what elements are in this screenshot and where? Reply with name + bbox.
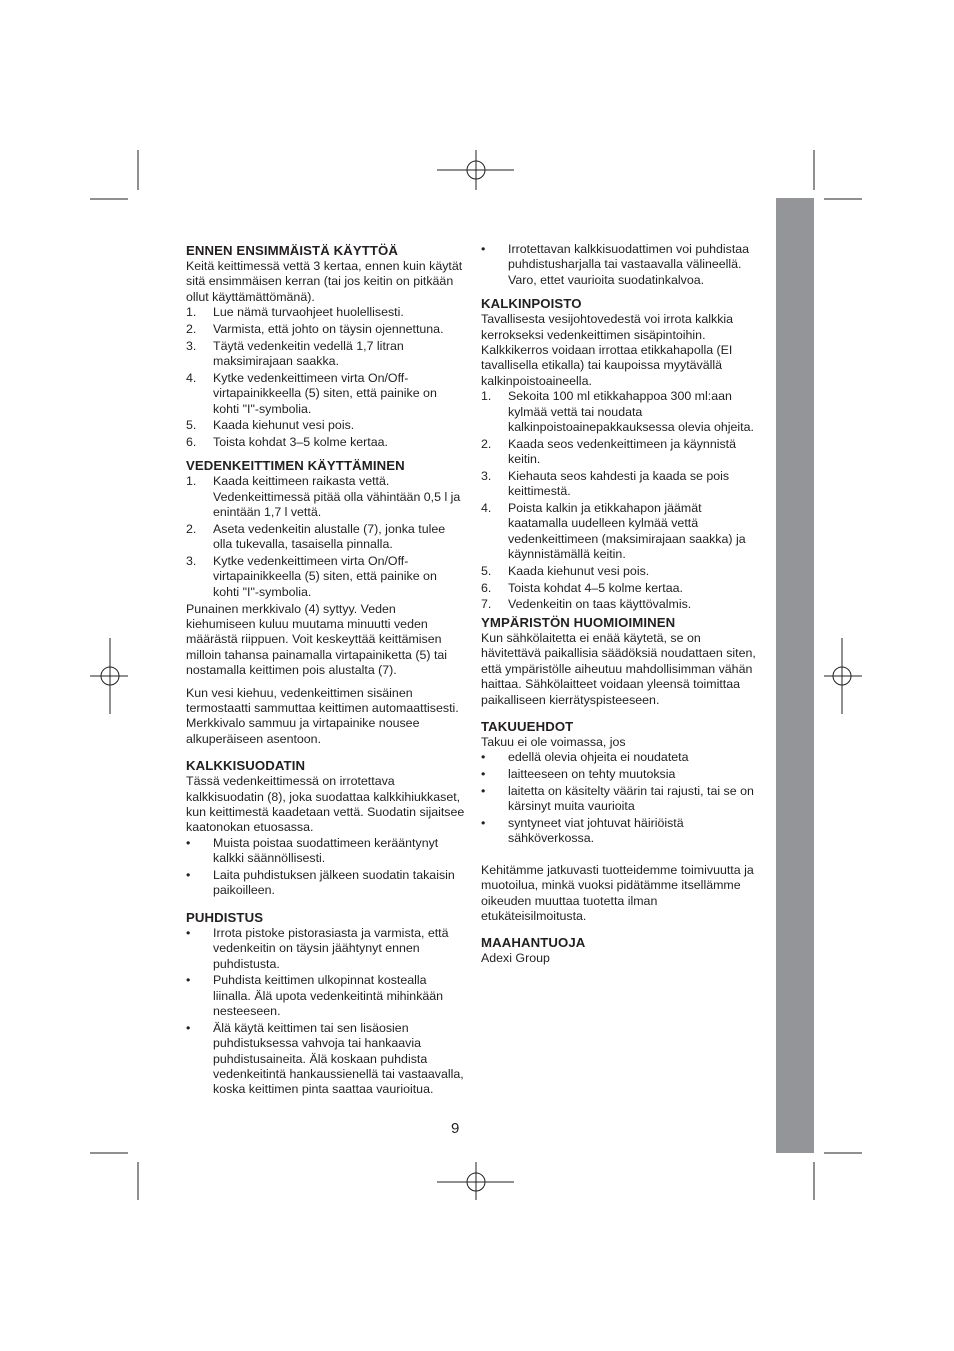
item-number: 2. bbox=[186, 321, 197, 336]
list-item bbox=[481, 784, 763, 815]
list-item bbox=[186, 973, 466, 1019]
list-item bbox=[481, 564, 763, 579]
item-text: Kiehauta seos kahdesti ja kaada se pois keittimestä. bbox=[508, 468, 730, 499]
bullet: • bbox=[481, 767, 486, 782]
item-text: edellä olevia ohjeita ei noudateta bbox=[508, 750, 689, 765]
list-item bbox=[481, 242, 763, 288]
item-number: 4. bbox=[481, 500, 492, 515]
bullet: • bbox=[481, 815, 486, 830]
item-text: Poista kalkin ja etikkahapon jäämät kaatamalla uudelleen kylmää vettä vedenkeittimeen (maksimirajaan saakka) ja käynnistämällä keitin. bbox=[508, 500, 746, 562]
list-item bbox=[186, 836, 466, 867]
heading-cleaning: PUHDISTUS bbox=[186, 909, 264, 925]
item-text: Kaada seos vedenkeittimeen ja käynnistä keitin. bbox=[508, 436, 736, 467]
page-number: 9 bbox=[451, 1120, 460, 1137]
item-text: Täytä vedenkeitin vedellä 1,7 litran maksimirajaan saakka. bbox=[213, 338, 404, 369]
item-text: Irrotettavan kalkkisuodattimen voi puhdistaa puhdistusharjalla tai vastaavalla välineellä. Varo, ettet vaurioita suodatinkalvoa. bbox=[508, 242, 750, 287]
list-item bbox=[186, 322, 466, 337]
left-column bbox=[186, 242, 466, 1099]
bullet: • bbox=[186, 1020, 191, 1035]
item-number: 3. bbox=[186, 553, 197, 568]
bullet: • bbox=[186, 867, 191, 882]
item-number: 5. bbox=[481, 563, 492, 578]
list-item bbox=[481, 389, 763, 435]
paragraph: Adexi Group bbox=[481, 951, 550, 966]
heading-warranty: TAKUUEHDOT bbox=[481, 719, 574, 735]
item-text: Kaada kiehunut vesi pois. bbox=[508, 563, 650, 578]
item-text: Kytke vedenkeittimeen virta On/Off-virtapainikkeella (5) siten, että painike on kohti "I"-symbolia. bbox=[213, 553, 437, 599]
heading-before-first-use: ENNEN ENSIMMÄISTÄ KÄYTTÖÄ bbox=[186, 243, 399, 258]
paragraph: Kehitämme jatkuvasti tuotteidemme toimivuutta ja muotoilua, minkä vuoksi pidätämme itsellämme oikeuden muuttaa tuotetta ilman etukäteisilmoitusta. bbox=[481, 862, 754, 923]
list-item bbox=[186, 339, 466, 370]
paragraph: Kun vesi kiehuu, vedenkeittimen sisäinen termostaatti sammuttaa keittimen automaattisesti. Merkkivalo sammuu ja virtapainike nousee alkuperäiseen asentoon. bbox=[186, 685, 459, 746]
item-text: Toista kohdat 4–5 kolme kertaa. bbox=[508, 580, 683, 595]
item-number: 1. bbox=[186, 474, 197, 489]
paragraph: Tavallisesta vesijohtovedestä voi irrota kalkkia kerrokseksi vedenkeittimen sisäpintoihin. Kalkkikerros voidaan irrottaa etikkahapolla (EI tavallisella etikalla) tai kaupoissa myytävällä kalkinpoistoaineella. bbox=[481, 312, 734, 388]
list-item bbox=[186, 305, 466, 320]
item-text: Muista poistaa suodattimeen kerääntynyt kalkki säännöllisesti. bbox=[213, 835, 439, 866]
item-number: 6. bbox=[481, 580, 492, 595]
bullet: • bbox=[481, 783, 486, 798]
item-text: laitetta on käsitelty väärin tai rajusti, tai se on kärsinyt muita vaurioita bbox=[508, 783, 754, 814]
list-item bbox=[481, 437, 763, 468]
list-item bbox=[186, 435, 466, 450]
paragraph: Takuu ei ole voimassa, jos bbox=[481, 735, 626, 750]
item-number: 3. bbox=[481, 468, 492, 483]
item-text: Laita puhdistuksen jälkeen suodatin takaisin paikoilleen. bbox=[213, 867, 455, 898]
item-number: 1. bbox=[481, 389, 492, 404]
list-item bbox=[186, 868, 466, 899]
item-number: 5. bbox=[186, 418, 197, 433]
paragraph: Keitä keittimessä vettä 3 kertaa, ennen kuin käytät sitä ensimmäisen kerran (tai jos keitin on pitkään ollut käyttämättömänä). bbox=[186, 259, 463, 304]
item-text: laitteeseen on tehty muutoksia bbox=[508, 767, 676, 782]
list bbox=[186, 836, 466, 899]
paragraph: Punainen merkkivalo (4) syttyy. Veden kiehumiseen kuluu muutama minuutti veden määrästä riippuen. Voit keskeyttää keittämisen milloin tahansa painamalla virtapainiketta (5) tai nostamalla keittimen pois alustalta (7). bbox=[186, 601, 448, 678]
bullet: • bbox=[186, 925, 191, 940]
paragraph: Tässä vedenkeittimessä on irrotettava kalkkisuodatin (8), joka suodattaa kalkkihiukkaset, kun keittimestä kaadetaan vettä. Suodatin sijaitsee kaatonokan etuosassa. bbox=[186, 774, 465, 835]
list-item bbox=[481, 767, 763, 782]
item-text: Älä käytä keittimen tai sen lisäosien puhdistuksessa vahvoja tai hankaavia puhdistusaineita. Älä koskaan puhdista vedenkeitintä hankaussienellä tai vastaavalla, koska keittimen pinta saattaa vaurioitua. bbox=[213, 1020, 464, 1097]
heading-descaling: KALKINPOISTO bbox=[481, 296, 582, 312]
list-item bbox=[481, 501, 763, 563]
list bbox=[186, 474, 466, 600]
list bbox=[186, 926, 466, 1098]
item-number: 3. bbox=[186, 338, 197, 353]
item-text: Sekoita 100 ml etikkahappoa 300 ml:aan kylmää vettä tai noudata kalkinpoistoainepakkauksessa olevia ohjeita. bbox=[508, 389, 754, 435]
list-item bbox=[186, 418, 466, 433]
list-item bbox=[481, 816, 763, 847]
list-item bbox=[186, 371, 466, 417]
item-text: Irrota pistoke pistorasiasta ja varmista, että vedenkeitin on täysin jäähtynyt ennen puhdistusta. bbox=[213, 925, 449, 971]
paragraph: Kun sähkölaitetta ei enää käytetä, se on hävitettävä paikallisia säädöksiä noudattaen siten, että ympäristölle aiheutuu mahdollisimman vähän haittaa. Sähkölaitteet voidaan yleensä toimittaa paikalliseen kierrätyspisteeseen. bbox=[481, 631, 756, 707]
list bbox=[481, 750, 763, 846]
item-text: syntyneet viat johtuvat häiriöistä sähköverkossa. bbox=[508, 815, 684, 846]
list bbox=[481, 242, 763, 288]
item-number: 1. bbox=[186, 305, 197, 320]
list-item bbox=[186, 926, 466, 972]
item-text: Puhdista keittimen ulkopinnat kostealla liinalla. Älä upota vedenkeitintä mihinkään nesteeseen. bbox=[213, 973, 444, 1019]
item-text: Vedenkeitin on taas käyttövalmis. bbox=[508, 597, 692, 612]
item-number: 2. bbox=[481, 436, 492, 451]
item-number: 6. bbox=[186, 434, 197, 449]
list-item bbox=[186, 522, 466, 553]
item-text: Kytke vedenkeittimeen virta On/Off-virtapainikkeella (5) siten, että painike on kohti "I"-symbolia. bbox=[213, 370, 437, 416]
heading-using-kettle: VEDENKEITTIMEN KÄYTTÄMINEN bbox=[186, 458, 405, 474]
right-column bbox=[481, 242, 763, 967]
item-text: Aseta vedenkeitin alustalle (7), jonka tulee olla tukevalla, tasaisella pinnalla. bbox=[213, 521, 446, 552]
side-tab bbox=[776, 198, 814, 1153]
heading-importer: MAAHANTUOJA bbox=[481, 935, 586, 951]
list-item bbox=[186, 474, 466, 520]
bullet: • bbox=[186, 835, 191, 850]
list-item bbox=[186, 1021, 466, 1098]
list-item bbox=[481, 469, 763, 500]
list bbox=[186, 305, 466, 450]
item-number: 4. bbox=[186, 370, 197, 385]
bullet: • bbox=[481, 750, 486, 765]
list-item bbox=[481, 581, 763, 596]
list-item bbox=[481, 750, 763, 765]
item-text: Kaada kiehunut vesi pois. bbox=[213, 418, 355, 433]
item-text: Lue nämä turvaohjeet huolellisesti. bbox=[213, 305, 404, 320]
list-item bbox=[481, 597, 763, 612]
item-number: 7. bbox=[481, 597, 492, 612]
heading-limescale-filter: KALKKISUODATIN bbox=[186, 758, 306, 774]
list-item bbox=[186, 554, 466, 600]
item-text: Kaada keittimeen raikasta vettä. Vedenkeittimessä pitää olla vähintään 0,5 l ja enintään 1,7 l vettä. bbox=[213, 474, 461, 520]
item-text: Varmista, että johto on täysin ojennettuna. bbox=[213, 321, 444, 336]
list bbox=[481, 389, 763, 612]
bullet: • bbox=[186, 973, 191, 988]
item-number: 2. bbox=[186, 521, 197, 536]
bullet: • bbox=[481, 242, 486, 256]
item-text: Toista kohdat 3–5 kolme kertaa. bbox=[213, 434, 388, 449]
heading-environment: YMPÄRISTÖN HUOMIOIMINEN bbox=[481, 615, 676, 631]
